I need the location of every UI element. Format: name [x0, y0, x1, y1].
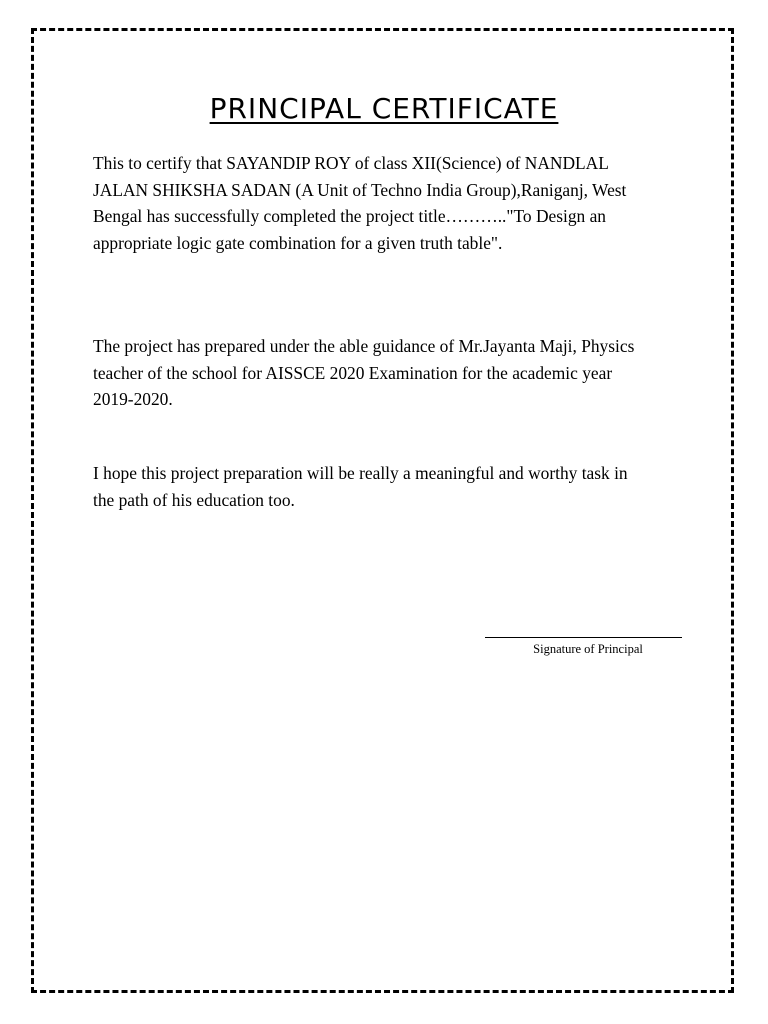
- certificate-paragraph-2: The project has prepared under the able guidance of Mr.Jayanta Maji, Physics teacher of the school for AISSCE 2020 Examination for the academic year 2019-2020.: [93, 336, 635, 409]
- certificate-paragraph-3: I hope this project preparation will be really a meaningful and worthy task in the path of his education too.: [93, 463, 628, 510]
- page-title-text: PRINCIPAL CERTIFICATE: [209, 92, 559, 125]
- page-title: [0, 92, 768, 125]
- certificate-paragraph-1: This to certify that SAYANDIP ROY of class XII(Science) of NANDLAL JALAN SHIKSHA SADAN (A Unit of Techno India Group),Raniganj, West Bengal has successfully completed the project title……….."To Design an appropriate logic gate combination for a given truth table".: [93, 153, 627, 253]
- signature-line: [485, 637, 682, 638]
- signature-label: Signature of Principal: [533, 642, 643, 656]
